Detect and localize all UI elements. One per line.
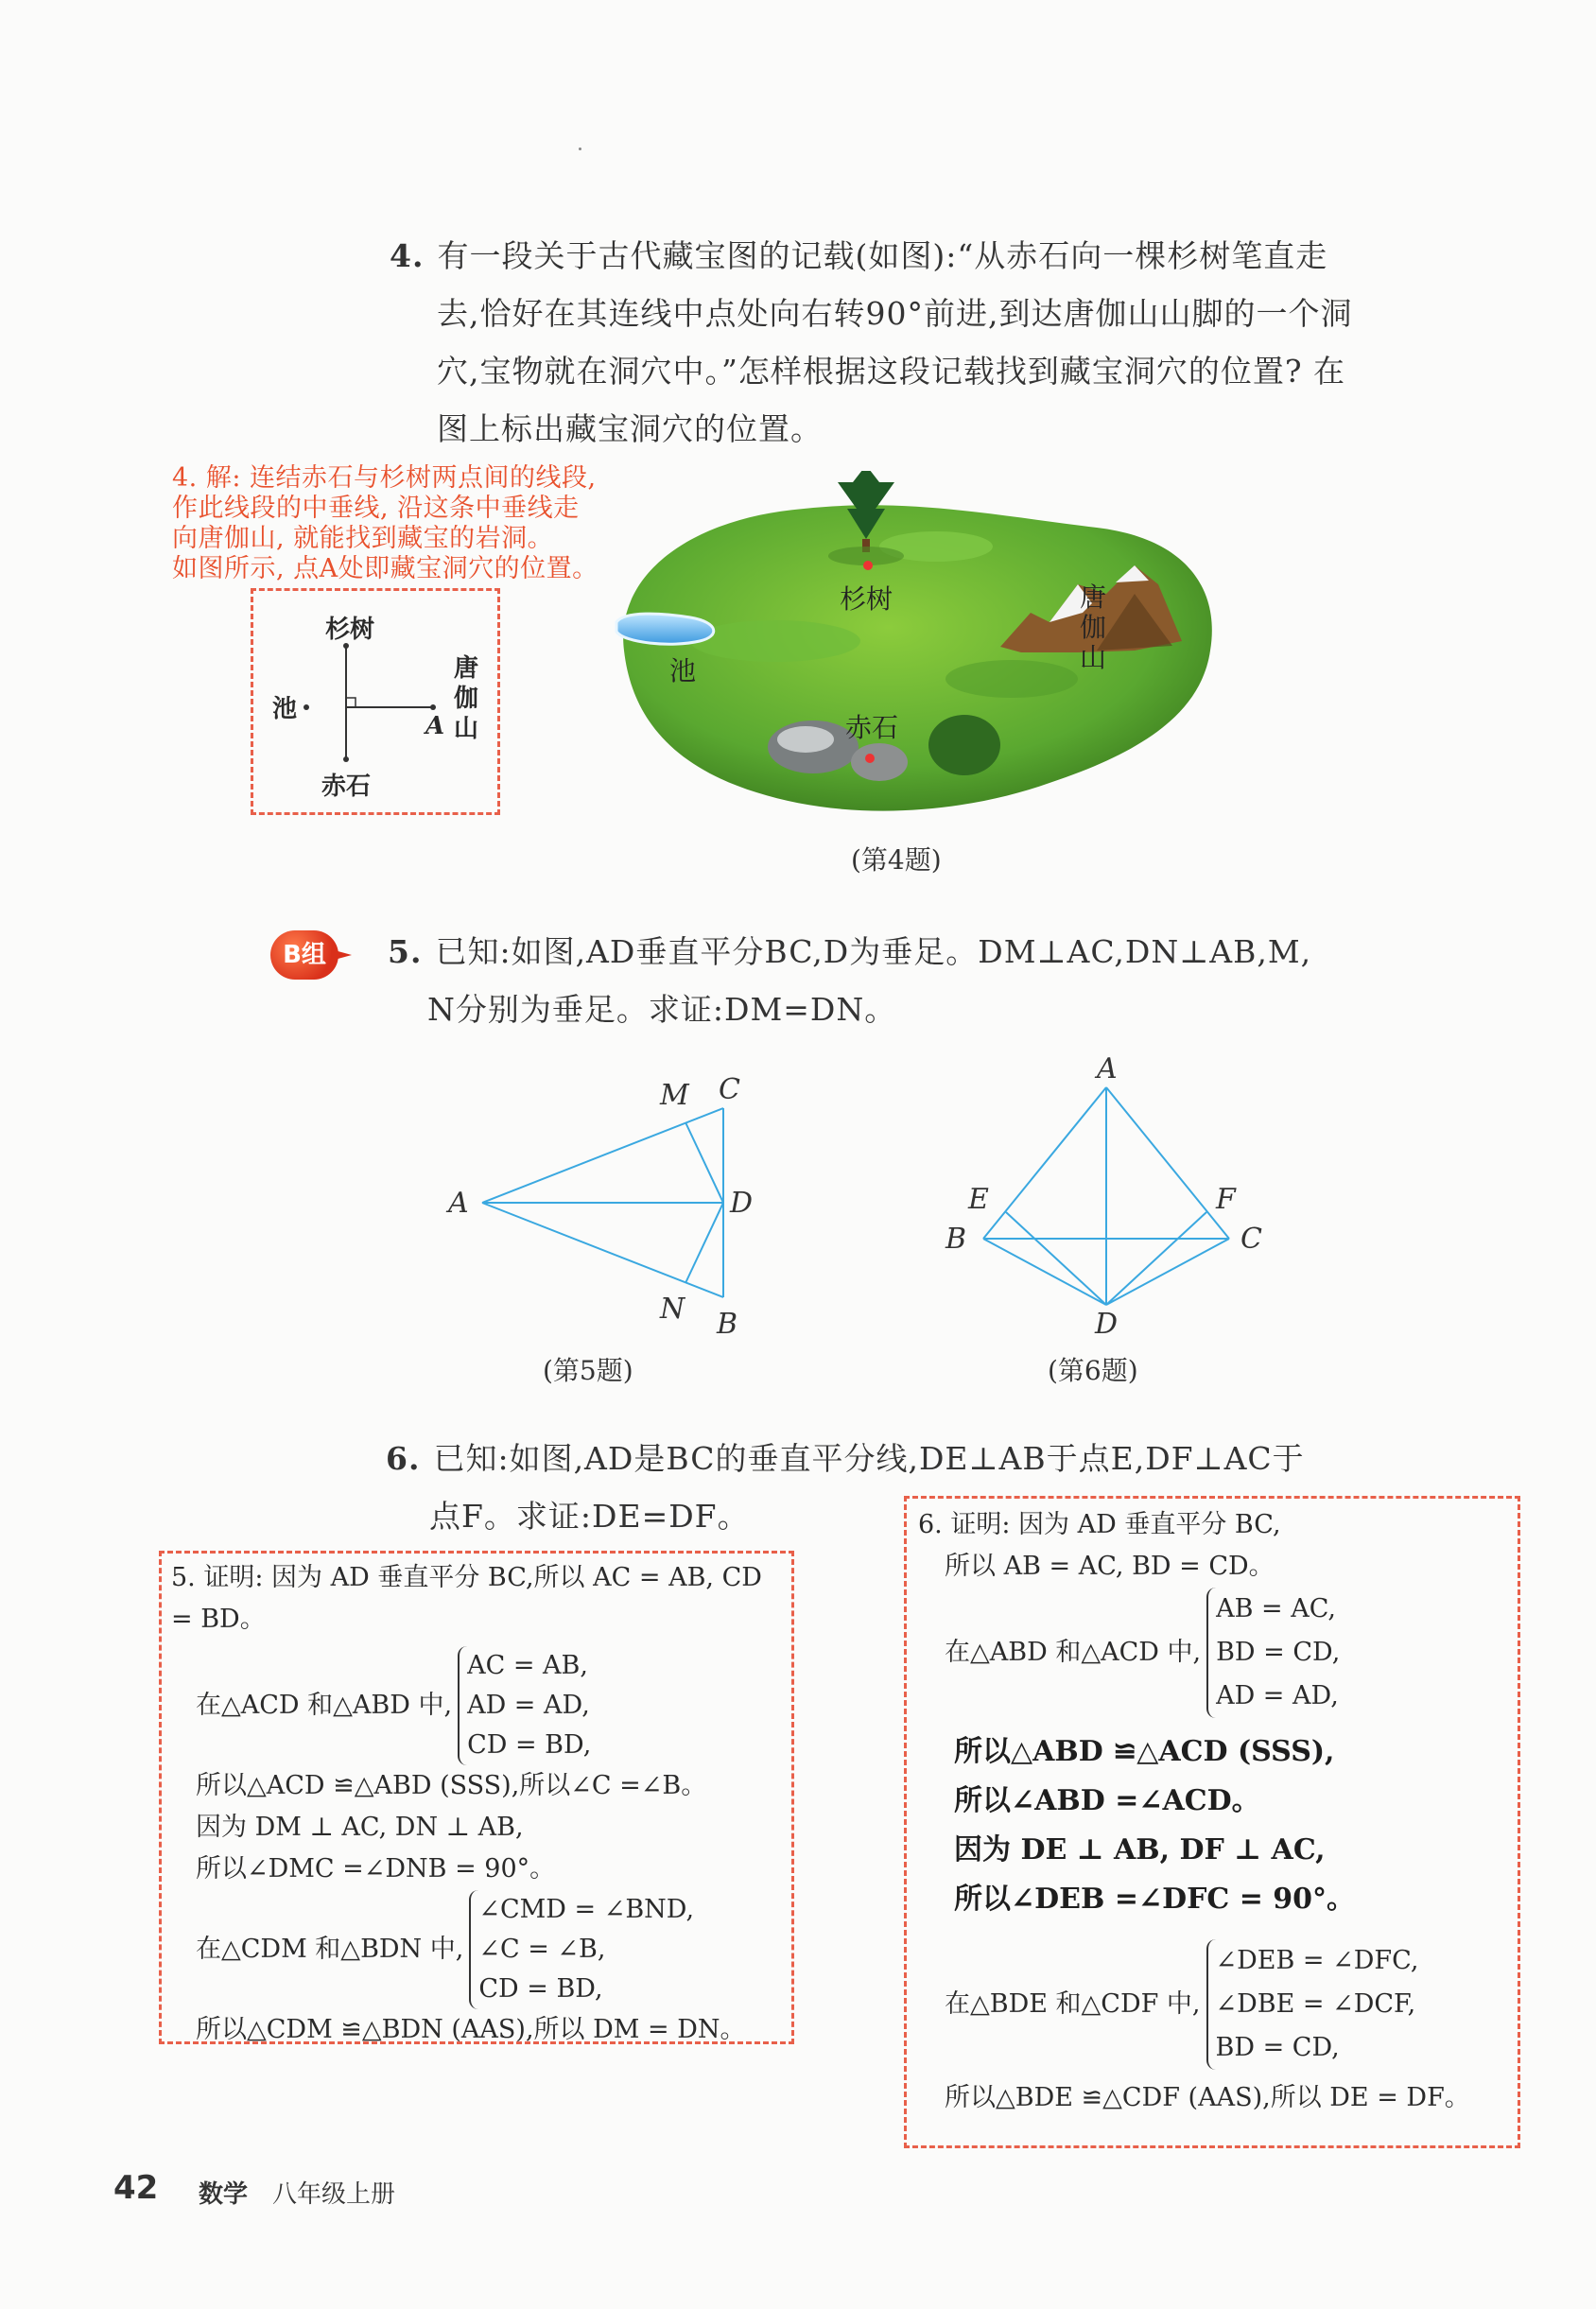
- fig5-label-d: D: [730, 1187, 754, 1220]
- fig5-label-m: M: [660, 1079, 689, 1112]
- treasure-map: [605, 471, 1229, 830]
- proof-6-box: 6. 证明: 因为 AD 垂直平分 BC, 所以 AB = AC, BD = CD。 在△ABD 和△ACD 中, AB = AC, BD = CD, AD = AD, 所以△ABD ≌△ACD (SSS), 所以∠ABD =∠ACD。 因为 DE ⊥ AB, DF ⊥ AC, 所以∠DEB =∠DFC = 90°。 在△BDE 和△CDF 中, ∠DEB = ∠DFC, ∠DBE = ∠DCF, BD = CD, 所以△BDE ≌△CDF (AAS),所以 DE = DF。: [904, 1496, 1520, 2148]
- question-5: [388, 923, 1418, 1038]
- q5-line: N分别为垂足。求证:DM=DN。: [427, 991, 897, 1028]
- proof6-brace2: 在△BDE 和△CDF 中, ∠DEB = ∠DFC, ∠DBE = ∠DCF, BD = CD,: [918, 1939, 1518, 2070]
- fig6-label-d: D: [1095, 1308, 1119, 1341]
- map-pool-label: 池: [669, 655, 697, 686]
- map-rock-label: 赤石: [845, 712, 899, 743]
- footer-subject: 数学: [199, 2180, 249, 2209]
- fig6-label-a: A: [1097, 1052, 1118, 1085]
- q5-line: 5. 已知:如图,AD垂直平分BC,D为垂足。DM⊥AC,DN⊥AB,M,: [388, 933, 1312, 970]
- figure-5: [435, 1059, 794, 1343]
- map-tree-label: 杉树: [840, 583, 893, 615]
- fig6-label-e: E: [968, 1183, 989, 1216]
- q4-number: 4.: [390, 237, 425, 274]
- fig6-label-b: B: [945, 1223, 967, 1256]
- fig5-label-a: A: [448, 1187, 469, 1220]
- fig6-label-f: F: [1216, 1183, 1236, 1216]
- q4-line: 去,恰好在其连线中点处向右转90°前进,到达唐伽山山脚的一个洞: [437, 295, 1353, 332]
- sketch-pool-label: 池: [272, 695, 298, 723]
- q4-line: 穴,宝物就在洞穴中。”怎样根据这段记载找到藏宝洞穴的位置? 在: [437, 353, 1346, 390]
- q4-line: 图上标出藏宝洞穴的位置。: [437, 410, 823, 447]
- fig6-label-c: C: [1240, 1223, 1262, 1256]
- fig6-AC: [1106, 1087, 1229, 1239]
- b-group-badge: B组: [270, 930, 338, 980]
- fig5-label-n: N: [660, 1293, 685, 1326]
- fig5-DN: [685, 1203, 723, 1283]
- proof-5-box: 5. 证明: 因为 AD 垂直平分 BC,所以 AC = AB, CD = BD。 在△ACD 和△ABD 中, AC = AB, AD = AD, CD = BD, 所以△ACD ≌△ABD (SSS),所以∠C =∠B。 因为 DM ⊥ AC, DN ⊥ AB, 所以∠DMC =∠DNB = 90°。 在△CDM 和△BDN 中, ∠CMD = ∠BND, ∠C = ∠B, CD = BD, 所以△CDM ≌△BDN (AAS),所以 DM = DN。: [159, 1551, 794, 2044]
- q4-answer: 4. 解: 连结赤石与杉树两点间的线段, 作此线段的中垂线, 沿这条中垂线走 向唐伽山, 就能找到藏宝的岩洞。 如图所示, 点A处即藏宝洞穴的位置。: [172, 463, 598, 583]
- page-number: 42: [113, 2169, 159, 2207]
- fig6-AB: [983, 1087, 1106, 1239]
- proof5-brace1: 在△ACD 和△ABD 中, AC = AB, AD = AD, CD = BD,: [171, 1646, 791, 1765]
- q5-number: 5.: [388, 933, 423, 970]
- proof6-bold-lines: 所以△ABD ≌△ACD (SSS), 所以∠ABD =∠ACD。 因为 DE ⊥ AB, DF ⊥ AC, 所以∠DEB =∠DFC = 90°。: [954, 1735, 1356, 1916]
- sketch-mountain-label: 唐伽山: [454, 654, 479, 743]
- map-mountain-label: 唐伽山: [1080, 582, 1107, 673]
- q4-line: 4. 有一段关于古代藏宝图的记载(如图):“从赤石向一棵杉树笔直走: [390, 237, 1328, 274]
- question-4: [390, 227, 1411, 458]
- q6-caption: (第6题): [1048, 1355, 1138, 1386]
- fig5-AC: [482, 1108, 723, 1203]
- fig5-label-c: C: [719, 1073, 740, 1106]
- footer-grade: 八年级上册: [272, 2180, 396, 2209]
- q6-line: 6. 已知:如图,AD是BC的垂直平分线,DE⊥AB于点E,DF⊥AC于: [386, 1440, 1305, 1477]
- q5-caption: (第5题): [543, 1355, 633, 1386]
- q6-number: 6.: [386, 1440, 421, 1477]
- proof5-title: 5. 证明: 因为 AD 垂直平分 BC,所以 AC = AB, CD = BD。: [171, 1563, 762, 1634]
- fig5-label-b: B: [717, 1308, 738, 1341]
- proof6-brace1: 在△ABD 和△ACD 中, AB = AC, BD = CD, AD = AD,: [918, 1588, 1518, 1718]
- speck: [579, 148, 581, 150]
- sketch-tree-label: 杉树: [325, 616, 375, 644]
- figure-6: [936, 1050, 1276, 1343]
- proof5-brace2: 在△CDM 和△BDN 中, ∠CMD = ∠BND, ∠C = ∠B, CD = BD,: [171, 1890, 791, 2009]
- q4-sketch-box: [251, 588, 500, 815]
- sketch-rock-label: 赤石: [321, 773, 372, 801]
- treasure-map-illustration: [605, 471, 1229, 830]
- badge-tail: [331, 949, 352, 961]
- fig5-AB: [482, 1203, 723, 1297]
- q4-caption: (第4题): [851, 844, 942, 876]
- q6-line: 点F。求证:DE=DF。: [429, 1498, 750, 1535]
- fig5-DM: [685, 1122, 723, 1203]
- sketch-point-a: A: [425, 712, 445, 740]
